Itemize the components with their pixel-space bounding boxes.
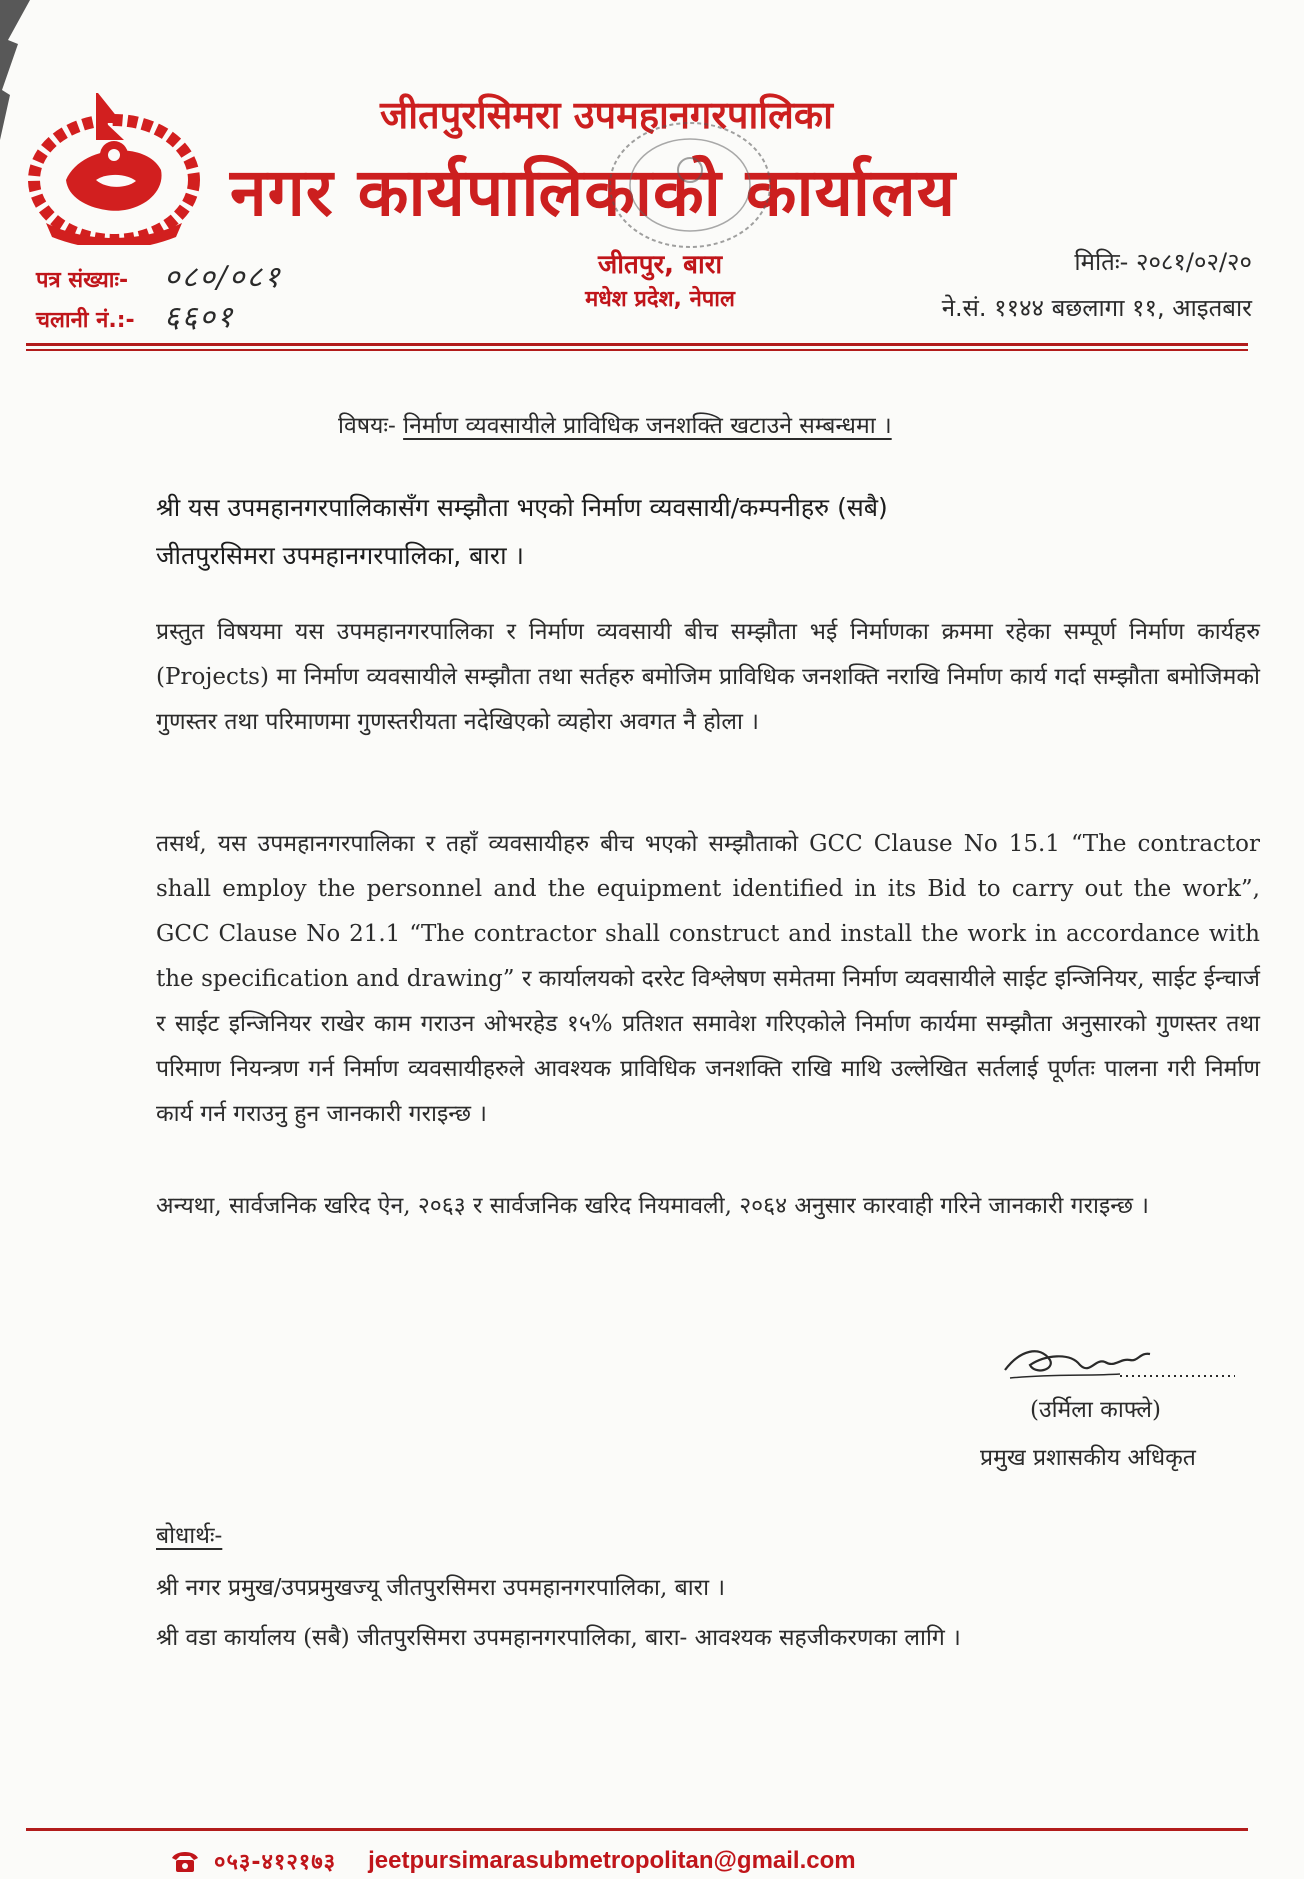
cc-item: श्री नगर प्रमुख/उपप्रमुखज्यू जीतपुरसिमरा उपमहानगरपालिका, बारा ।: [156, 1575, 726, 1601]
dispatch-number-label: चलानी नं.:-: [36, 308, 135, 333]
telephone-icon: [170, 1848, 200, 1874]
reference-block: [36, 255, 282, 335]
dispatch-number-row: [36, 295, 282, 335]
footer-email[interactable]: jeetpursimarasubmetropolitan@gmail.com: [368, 1847, 856, 1874]
subject-line: [338, 408, 892, 440]
handwritten-signature-icon: [1000, 1330, 1240, 1390]
letter-number-row: [36, 255, 282, 295]
signatory-name: (उर्मिला काफ्ले): [1030, 1397, 1161, 1423]
body-paragraph-1: प्रस्तुत विषयमा यस उपमहानगरपालिका र निर्माण व्यवसायी बीच सम्झौता भई निर्माणका क्रममा रहेका सम्पूर्ण निर्माण कार्यहरु (Projects) मा निर्माण व्यवसायीले सम्झौता तथा सर्तहरु बमोजिम प्राविधिक जनशक्ति नराखि निर्माण कार्य गर्दा सम्झौता बमोजिमको गुणस्तर तथा परिमाणमा गुणस्तरीयता नदेखिएको व्यहोरा अवगत नै होला ।: [156, 619, 1260, 735]
footer-contact: [170, 1846, 856, 1876]
letter-date: मितिः- २०८१/०२/२०: [1074, 248, 1252, 276]
header-divider-secondary: [26, 349, 1248, 351]
office-province: मधेश प्रदेश, नेपाल: [585, 287, 735, 312]
letter-number-value: ०८०/०८१: [164, 260, 282, 295]
date-block: [942, 245, 1252, 337]
dispatch-number-value: ६६०१: [164, 300, 235, 335]
office-city: जीतपुर, बारा: [597, 250, 723, 280]
office-stamp-icon: [590, 110, 790, 260]
body-paragraph-2: तसर्थ, यस उपमहानगरपालिका र तहाँ व्यवसायीहरु बीच भएको सम्झौताको GCC Clause No 15.1 “The contractor shall employ the personnel and the equipment identified in its Bid to carry out the work”, GCC Clause No 21.1 “The contractor shall construct and install the work in accordance with the specification and drawing” र कार्यालयको दररेट विश्लेषण समेतमा निर्माण व्यवसायीले साईट इन्जिनियर, साईट ईन्चार्ज र साईट इन्जिनियर राखेर काम गराउन ओभरहेड १५% प्रतिशत समावेश गरिएकोले निर्माण कार्यमा सम्झौता अनुसारको गुणस्तर तथा परिमाण नियन्त्रण गर्न निर्माण व्यवसायीहरुले आवश्यक प्राविधिक जनशक्ति राखि माथि उल्लेखित सर्तलाई पूर्णतः पालना गरी निर्माण कार्य गर्न गराउनु हुन जानकारी गराइन्छ ।: [156, 831, 1260, 1127]
footer-phone: ०५३-४१२१७३: [214, 1850, 337, 1875]
footer-divider: [26, 1828, 1248, 1831]
addressee-line-2: जीतपुरसिमरा उपमहानगरपालिका, बारा ।: [156, 541, 524, 570]
letter-number-label: पत्र संख्याः-: [36, 268, 129, 293]
addressee: [156, 484, 888, 580]
nepal-sambat-date: ने.सं. ११४४ बछलागा ११, आइतबार: [941, 294, 1252, 322]
addressee-line-1: श्री यस उपमहानगरपालिकासँग सम्झौता भएको निर्माण व्यवसायी/कम्पनीहरु (सबै): [156, 493, 888, 522]
cc-heading: बोधार्थः-: [156, 1523, 223, 1549]
body-paragraph-3: अन्यथा, सार्वजनिक खरिद ऐन, २०६३ र सार्वजनिक खरिद नियमावली, २०६४ अनुसार कारवाही गरिने जानकारी गराइन्छ ।: [156, 1193, 1149, 1219]
cc-item: श्री वडा कार्यालय (सबै) जीतपुरसिमरा उपमहानगरपालिका, बारा- आवश्यक सहजीकरणका लागि ।: [156, 1625, 961, 1651]
header-divider: [26, 343, 1248, 346]
nepal-government-emblem-icon: [26, 85, 201, 245]
subject-text: निर्माण व्यवसायीले प्राविधिक जनशक्ति खटाउने सम्बन्धमा ।: [403, 413, 892, 439]
office-address: [520, 245, 800, 313]
office-name: नगर कार्यपालिकाको कार्यालय: [230, 154, 956, 231]
municipality-name: जीतपुरसिमरा उपमहानगरपालिका: [380, 93, 833, 137]
signatory-title: प्रमुख प्रशासकीय अधिकृत: [980, 1445, 1196, 1471]
subject-label: विषयः-: [338, 413, 396, 439]
